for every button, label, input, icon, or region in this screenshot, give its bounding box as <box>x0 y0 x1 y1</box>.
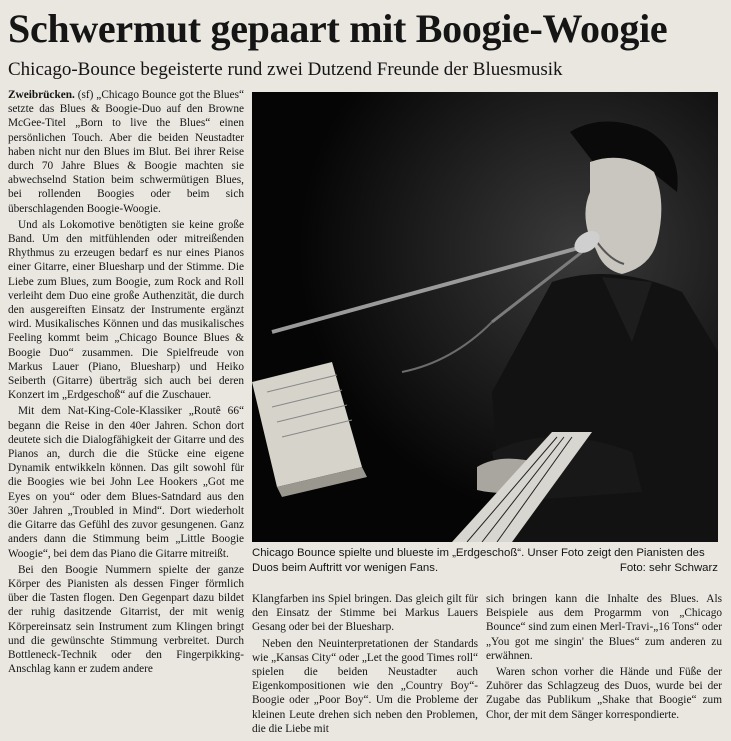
photo-caption <box>252 546 718 576</box>
article-column-1 <box>8 88 244 738</box>
paragraph: Klangfarben ins Spiel bringen. Das gleich gilt für den Einsatz der Stimme bei Markus Lauers Gesang oder bei der Bluesharp. <box>252 593 478 634</box>
article-column-3 <box>486 592 722 738</box>
article-column-2 <box>252 592 478 738</box>
paragraph: Bei den Boogie Nummern spielte der ganze Körper des Pianisten als dessen Finger förmlich über die Tasten flogen. Den Gegenpart dazu bildet der ruhig dasitzende Gitarrist, der mit wenig Körpereinsatz sein Instrument zum Klingen bringt und die gewünschte Stimmung verbreitet. Durch Bottleneck-Technik oder den Fingerpikking-Anschlag kann er zudem andere <box>8 563 244 676</box>
photo-credit: Foto: sehr Schwarz <box>619 562 718 574</box>
paragraph: Und als Lokomotive benötigten sie keine große Band. Um den mitfühlenden oder mitreißenden Rhythmus zu erzeugen bedarf es nur eines Pianos einer Gitarre, einer Bluesharp und der Stimme. Die Liebe zum Blues, zum Boogie, zum Rock and Roll verleiht dem Duo eine große Authenzität, die durch den ausgereiften Einsatz der Instrumente ergänzt wird. Musikalisches Können und das musikalisches Feeling kommt beim „Chicago Bounce Blues & Boogie Duo“ zusammen. Die Spielfreude von Markus Lauer (Piano, Bluesharp) und Heiko Seiberth (Gitarre) überträg sich auch bei deren Konzert im „Erdgeschoß“ auf die Zuschauer. <box>8 218 244 402</box>
paragraph: Neben den Neuinterpretationen der Standards wie „Kansas City“ oder „Let the good Times roll“ spielen die beiden Neustadter auch Eigenkompositionen wie den „Country Boy“-Boogie oder „Poor Boy“. Um die Probleme der kleinen Leute drehen sich neben den Problemen, die die Liebe mit <box>252 637 478 735</box>
paragraph <box>8 88 244 216</box>
subheadline: Chicago-Bounce begeisterte rund zwei Dutzend Freunde der Bluesmusik <box>8 59 563 80</box>
pianist-photo-image <box>252 92 718 542</box>
headline: Schwermut gepaart mit Boogie-Woogie <box>8 6 668 51</box>
paragraph: Waren schon vorher die Hände und Füße der Zuhörer das Schlagzeug des Duos, wurde bei der Zugabe das Publikum „Shake that Boogie“ zum Chor, der mit dem Sänger korrespondierte. <box>486 666 722 721</box>
paragraph-text: (sf) „Chicago Bounce got the Blues“ setzte das Blues & Boogie-Duo auf den Browne McGee-Titel „Born to live the Blues“ einen persönlichen Touch. Aber die beiden Neustadter haben nicht nur den Blues im Blut. Bei ihrer Reise durch 70 Jahre Blues & Boogie machten sie abwechselnd Station beim schwermütigen Blues, bei rollenden Boogies oder beim sich überschlagenden Boogie-Woogie. <box>8 89 244 215</box>
paragraph: sich bringen kann die Inhalte des Blues. Als Beispiele aus dem Progarmm von „Chicago Bounce“ sind zum einen Merl-Travi-„16 Tons“ oder „You got me singin' the Blues“ zum anderen zu erwähnen. <box>486 593 722 662</box>
concert-photo <box>252 92 718 542</box>
paragraph: Mit dem Nat-King-Cole-Klassiker „Routê 66“ begann die Reise in den 40er Jahren. Schon dort deutete sich die Dialogfähigkeit der Gitarre und des Pianos an, durch die die Stücke eine eigene Dynamik entwikkeln können. Das gilt sowohl für die Boogies wie bei John Lee Hookers „Got me Eyes on you“ oder dem Blues-Satndard aus den 30er Jahren „Troubled in Mind“. Dort wiederholt die Gitarre das Gefühl des zuvor gesungenen. Ganz anders dann die Stimmung beim „Little Boogie Woogie“, bei dem das Piano die Gitarre mitreißt. <box>8 405 244 560</box>
caption-text: Chicago Bounce spielte und blueste im „Erdgeschoß“. Unser Foto zeigt den Pianisten des Duos beim Auftritt vor wenigen Fans. <box>252 547 705 574</box>
dateline: Zweibrücken. <box>8 89 75 101</box>
